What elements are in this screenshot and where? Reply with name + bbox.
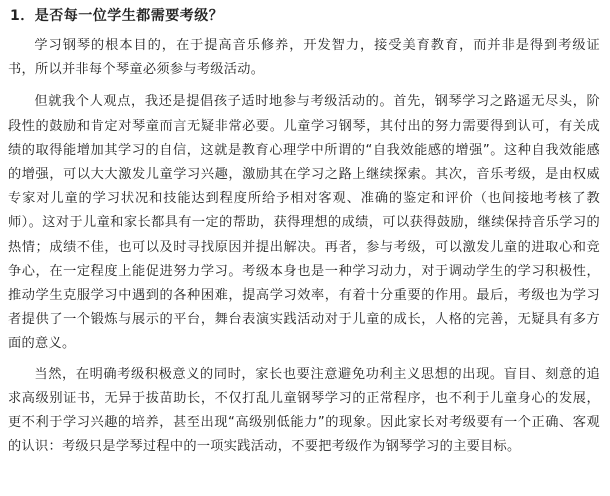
- paragraph-benefits: 但就我个人观点，我还是提倡孩子适时地参与考级活动的。首先，钢琴学习之路遥无尽头，阶段性的鼓励和肯定对琴童而言无疑非常必要。儿童学习钢琴，其付出的努力需要得到认可，有关成绩的取得能增加其学习的自信，这就是教育心理学中所谓的“自我效能感的增强”。这种自我效能感的增强，可以大大激发儿童学习兴趣，激励其在学习之路上继续探索。其次，音乐考级，是由权威专家对儿童的学习状况和技能达到程度所给予相对客观、准确的鉴定和评价（也间接地考核了教师）。这对于儿童和家长都具有一定的帮助，获得理想的成绩，可以获得鼓励，继续保持音乐学习的热情；成绩不佳，也可以及时寻找原因并提出解决。再者，参与考级，可以激发儿童的进取心和竞争心，在一定程度上能促进努力学习。考级本身也是一种学习动力，对于调动学生的学习积极性，推动学生克服学习中遇到的各种困难，提高学习效率，有着十分重要的作用。最后，考级也为学习者提供了一个锻炼与展示的平台，舞台表演实践活动对于儿童的成长，人格的完善，无疑具有多方面的意义。: [8, 94, 600, 352]
- paragraph-purpose: 学习钢琴的根本目的，在于提高音乐修养，开发智力，接受美育教育，而并非是得到考级证书，所以并非每个琴童必须参与考级活动。: [8, 38, 600, 78]
- paragraph-caution: 当然，在明确考级积极意义的同时，家长也要注意避免功利主义思想的出现。盲目、刻意的追求高级别证书，无异于拔苗助长，不仅打乱儿童钢琴学习的正常程序，也不利于儿童身心的发展，更不利于学习兴趣的培养，甚至出现“高级别低能力”的现象。因此家长对考级要有一个正确、客观的认识：考级只是学琴过程中的一项实践活动，不要把考级作为钢琴学习的主要目标。: [8, 366, 600, 455]
- section-heading: 1．是否每一位学生都需要考级？: [10, 8, 224, 24]
